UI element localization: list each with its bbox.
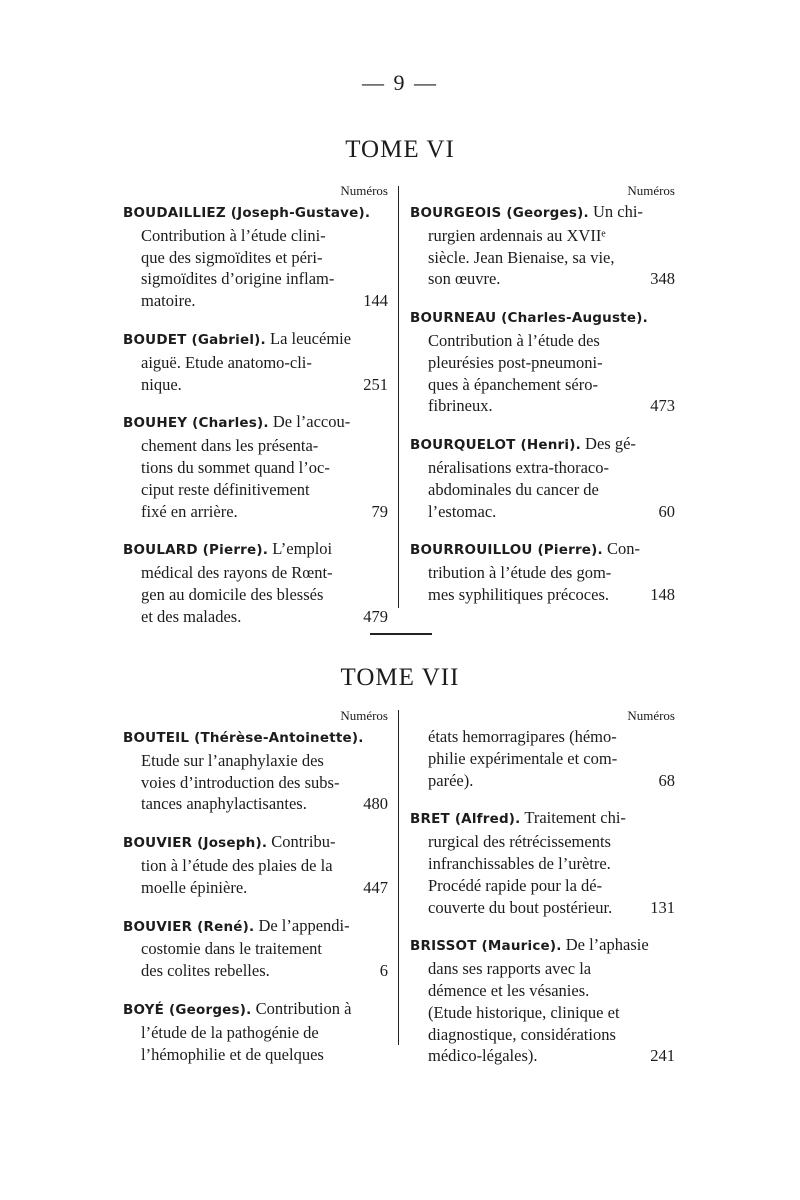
entry-body xyxy=(410,330,675,417)
entry-last-line xyxy=(141,793,388,815)
entry-text-line: néralisations extra-thoraco- xyxy=(428,457,609,477)
catalog-entry xyxy=(123,201,388,312)
entry-first-line xyxy=(410,201,675,225)
author-name: BOUVIER (René). xyxy=(123,918,255,935)
catalog-entry xyxy=(123,998,388,1065)
entry-last-line xyxy=(428,268,675,290)
entry-first-line xyxy=(410,807,675,831)
entry-body xyxy=(123,435,388,522)
author-name: BOURROUILLOU (Pierre). xyxy=(410,542,603,559)
entry-last-line xyxy=(428,770,675,792)
entry-first-line xyxy=(410,433,675,457)
entry-body xyxy=(123,562,388,627)
entry-first-line xyxy=(123,831,388,855)
entry-text-line: infranchissables de l’urètre. xyxy=(428,853,611,873)
entry-text-line: l’étude de la pathogénie de xyxy=(141,1022,319,1042)
tome-vi-right-column xyxy=(410,183,675,622)
entry-last-line xyxy=(428,584,675,606)
entry-last-line xyxy=(428,501,675,523)
entry-text-line: costomie dans le traitement xyxy=(141,939,322,959)
entry-text-line: états hemorragipares (hémo- xyxy=(428,727,617,746)
catalog-entry xyxy=(123,915,388,982)
entry-text-line: démence et les vésanies. xyxy=(428,980,590,1000)
tome-vi-title: TOME VI xyxy=(345,136,455,163)
entry-first-line xyxy=(123,915,388,939)
entry-body xyxy=(123,750,388,815)
entry-body xyxy=(123,938,388,982)
entry-number: 144 xyxy=(363,291,388,311)
column-divider xyxy=(398,186,399,608)
entry-text-line: Traitement chi- xyxy=(520,808,626,828)
entry-text-line: abdominales du cancer de xyxy=(428,479,599,499)
entry-text-line: tances anaphylactisantes. xyxy=(141,794,307,814)
tome-vi-left-column xyxy=(123,183,388,644)
page-number: — 9 — xyxy=(362,70,438,95)
entry-first-line xyxy=(123,411,388,435)
entry-last-line xyxy=(141,374,388,396)
author-name: BRET (Alfred). xyxy=(410,811,521,828)
entry-text-line: gen au domicile des blessés xyxy=(141,584,324,604)
author-name: BOUDAILLIEZ (Joseph-Gustave). xyxy=(123,205,371,221)
catalog-entry xyxy=(410,807,675,918)
entry-text-line: des colites rebelles. xyxy=(141,961,270,981)
entry-text-line: moelle épinière. xyxy=(141,877,248,897)
entry-text-line: dans ses rapports avec la xyxy=(428,959,592,979)
entry-text-line: L’emploi xyxy=(268,539,333,559)
numbers-header: Numéros xyxy=(340,708,388,723)
author-name: BRISSOT (Maurice). xyxy=(410,938,562,955)
entry-text-line: et des malades. xyxy=(141,606,242,626)
entry-first-line xyxy=(123,328,388,352)
entry-text-line: Procédé rapide pour la dé- xyxy=(428,875,603,895)
entry-text-line: médico-légales). xyxy=(428,1046,538,1066)
entry-first-line xyxy=(410,306,675,330)
entry-text-line: rurgical des rétrécissements xyxy=(428,832,611,852)
entry-number: 6 xyxy=(379,961,388,981)
author-name: BOULARD (Pierre). xyxy=(123,542,269,559)
author-name: BOUTEIL (Thérèse-Antoinette). xyxy=(123,730,364,746)
entry-last-line xyxy=(141,501,388,523)
entry-text-line: rurgien ardennais au XVIIᵉ xyxy=(428,225,606,245)
entry-number: 131 xyxy=(650,897,675,917)
entry-text-line: tribution à l’étude des gom- xyxy=(428,563,612,583)
entry-last-line xyxy=(141,290,388,312)
entry-text-line: De l’aphasie xyxy=(561,935,649,955)
entry-text-line: Contribution à l’étude des xyxy=(428,330,600,350)
catalog-entry xyxy=(410,934,675,1067)
entry-text-line: De l’appendi- xyxy=(254,915,350,935)
entry-first-line xyxy=(123,998,388,1022)
catalog-entry xyxy=(410,306,675,417)
entry-text-line: sigmoïdites d’origine inflam- xyxy=(141,269,335,289)
entry-body xyxy=(123,1022,388,1066)
entry-continuation xyxy=(410,726,675,791)
numbers-header: Numéros xyxy=(627,708,675,723)
entry-text-line: philie expérimentale et com- xyxy=(428,748,618,768)
entry-text-line: ciput reste définitivement xyxy=(141,479,310,499)
entry-text-line: Un chi- xyxy=(588,202,643,221)
entry-text-line: Contribu- xyxy=(267,832,336,852)
entry-text-line: mes syphilitiques précoces. xyxy=(428,584,610,604)
entry-text-line: nique. xyxy=(141,374,182,394)
entry-text-line: siècle. Jean Bienaise, sa vie, xyxy=(428,247,615,267)
entry-text-line: tion à l’étude des plaies de la xyxy=(141,855,333,875)
entry-first-line xyxy=(410,934,675,958)
entry-last-line xyxy=(141,960,388,982)
entry-body xyxy=(123,855,388,899)
entry-text-line: fixé en arrière. xyxy=(141,501,238,521)
entry-number: 79 xyxy=(371,501,388,521)
tome-vii-title: TOME VII xyxy=(340,664,460,691)
entry-first-line xyxy=(123,726,388,750)
entry-body xyxy=(410,457,675,522)
section-separator xyxy=(370,633,432,635)
entry-number: 68 xyxy=(658,770,675,790)
author-name: BOURGEOIS (Georges). xyxy=(410,205,589,221)
entry-text-line: voies d’introduction des subs- xyxy=(141,772,340,792)
entry-text-line: fibrineux. xyxy=(428,396,493,416)
catalog-entry xyxy=(410,433,675,522)
catalog-entry xyxy=(123,538,388,627)
author-name: BOUHEY (Charles). xyxy=(123,415,269,432)
entry-body xyxy=(123,225,388,312)
numbers-header: Numéros xyxy=(627,183,675,198)
entry-text-line: chement dans les présenta- xyxy=(141,436,319,456)
numbers-header: Numéros xyxy=(340,183,388,198)
entry-last-line xyxy=(428,897,675,919)
author-name: BOURNEAU (Charles-Auguste). xyxy=(410,310,648,327)
entry-first-line xyxy=(123,201,388,225)
entry-text-line: Contribution à xyxy=(251,998,352,1018)
entry-number: 148 xyxy=(650,584,675,604)
entry-text-line: Etude sur l’anaphylaxie des xyxy=(141,750,324,770)
entry-body xyxy=(410,831,675,918)
entry-text-line: parée). xyxy=(428,770,474,790)
entry-body xyxy=(410,958,675,1067)
catalog-entry xyxy=(123,328,388,395)
author-name: BOYÉ (Georges). xyxy=(123,1001,252,1018)
author-name: BOUDET (Gabriel). xyxy=(123,331,266,348)
entry-text-line: diagnostique, considérations xyxy=(428,1024,616,1044)
entry-last-line xyxy=(428,1045,675,1067)
catalog-entry xyxy=(123,831,388,898)
entry-number: 480 xyxy=(363,794,388,814)
entry-last-line xyxy=(141,877,388,899)
tome-vii-right-column xyxy=(410,708,675,1083)
entry-text-line: l’hémophilie et de quelques xyxy=(141,1044,324,1064)
column-divider xyxy=(398,710,399,1045)
entry-number: 241 xyxy=(650,1046,675,1066)
entry-text-line: De l’accou- xyxy=(268,412,351,432)
entry-text-line: tions du sommet quand l’oc- xyxy=(141,457,330,477)
catalog-entry xyxy=(410,201,675,290)
entry-text-line: l’estomac. xyxy=(428,501,497,521)
entry-first-line xyxy=(410,538,675,562)
catalog-entry xyxy=(123,726,388,815)
entry-text-line: Contribution à l’étude clini- xyxy=(141,225,326,245)
entry-body xyxy=(410,562,675,606)
entry-last-line xyxy=(428,395,675,417)
entry-text-line: son œuvre. xyxy=(428,269,501,289)
entry-number: 447 xyxy=(363,877,388,897)
entry-text-line: médical des rayons de Rœnt- xyxy=(141,563,333,583)
entry-body xyxy=(410,225,675,290)
entry-body xyxy=(123,352,388,396)
entry-text-line: Con- xyxy=(602,539,640,559)
author-name: BOUVIER (Joseph). xyxy=(123,835,268,852)
entry-text-line: ques à épanchement séro- xyxy=(428,374,598,394)
tome-vii-left-column xyxy=(123,708,388,1081)
entry-text-line: pleurésies post-pneumoni- xyxy=(428,352,603,372)
entry-text-line: La leucémie xyxy=(265,328,352,348)
entry-text-line: aiguë. Etude anatomo-cli- xyxy=(141,352,312,372)
entry-first-line xyxy=(123,538,388,562)
entry-text-line: Des gé- xyxy=(580,434,636,454)
entry-number: 60 xyxy=(658,501,675,521)
entry-number: 251 xyxy=(363,374,388,394)
catalog-entry xyxy=(123,411,388,522)
author-name: BOURQUELOT (Henri). xyxy=(410,437,581,454)
entry-number: 473 xyxy=(650,396,675,416)
entry-last-line xyxy=(141,606,388,628)
catalog-entry xyxy=(410,538,675,605)
entry-number: 348 xyxy=(650,269,675,289)
entry-text-line: matoire. xyxy=(141,291,196,311)
entry-text-line: (Etude historique, clinique et xyxy=(428,1002,620,1022)
entry-text-line: couverte du bout postérieur. xyxy=(428,897,613,917)
entry-number: 479 xyxy=(363,606,388,626)
entry-text-line: que des sigmoïdites et péri- xyxy=(141,247,323,267)
